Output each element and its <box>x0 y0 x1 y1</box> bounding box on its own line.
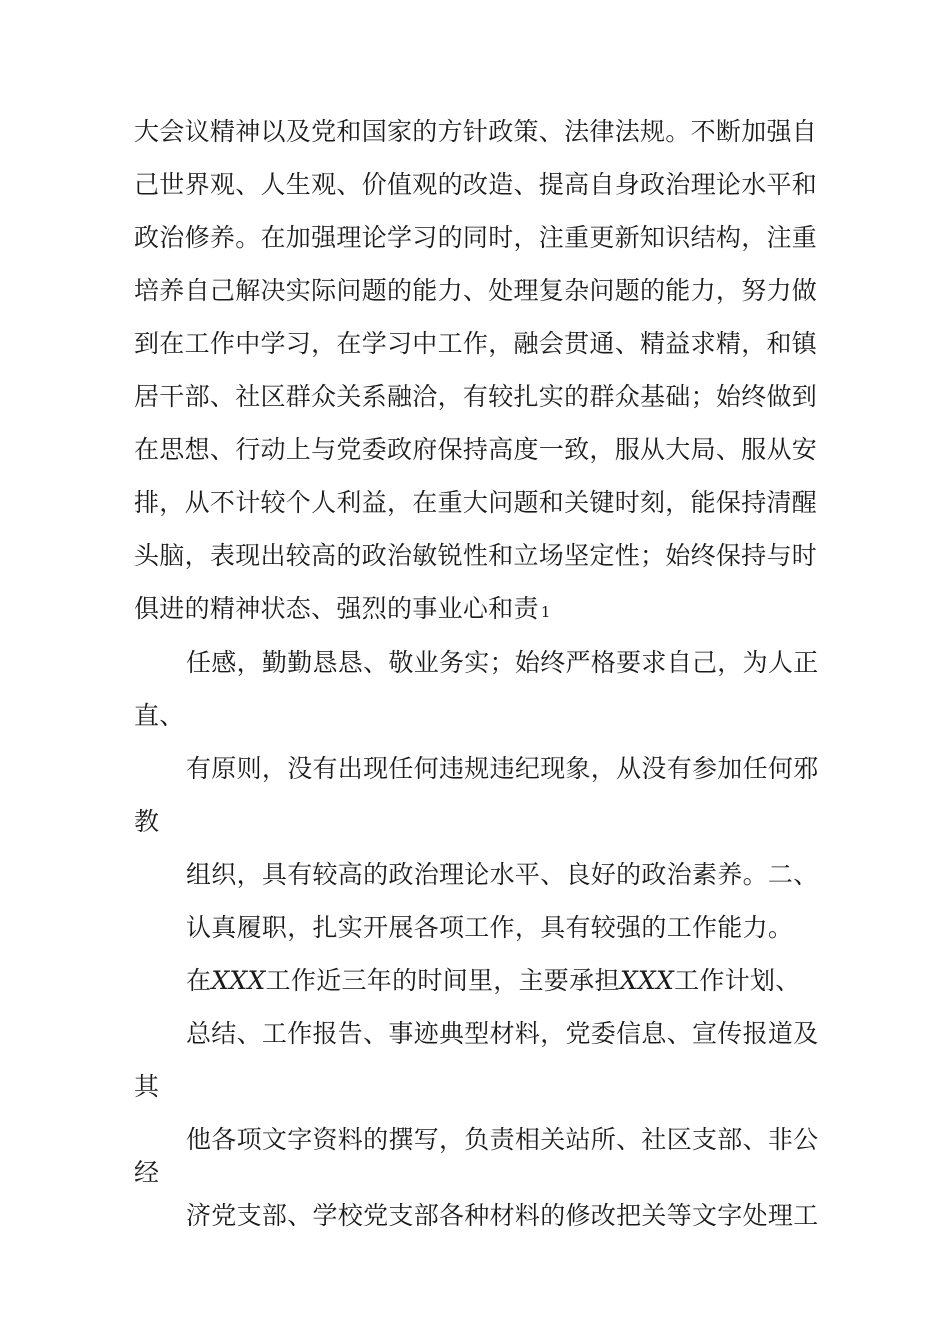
body-line-with-page-number <box>134 594 834 624</box>
paragraph-line: 济党支部、学校党支部各种材料的修改把关等文字处理工 <box>186 1201 819 1230</box>
body-line-text: 俱进的精神状态、强烈的事业心和责 <box>134 594 539 623</box>
paragraph-line: 直、 <box>134 701 185 730</box>
paragraph-text: 工作近三年的时间里，主要承担 <box>265 966 620 995</box>
body-line: 己世界观、人生观、价值观的改造、提高自身政治理论水平和 <box>134 170 818 199</box>
body-line: 居干部、社区群众关系融洽，有较扎实的群众基础；始终做到 <box>134 382 818 411</box>
body-line: 培养自己解决实际问题的能力、处理复杂问题的能力，努力做 <box>134 276 818 305</box>
body-line: 到在工作中学习，在学习中工作，融会贯通、精益求精，和镇 <box>134 329 818 358</box>
paragraph-line: 总结、工作报告、事迹典型材料，党委信息、宣传报道及 <box>186 1019 819 1048</box>
paragraph-line: 经 <box>134 1158 160 1187</box>
paragraph-line <box>186 966 886 996</box>
body-line: 头脑，表现出较高的政治敏锐性和立场坚定性；始终保持与时 <box>134 541 818 570</box>
paragraph-text: 工作计划、 <box>674 966 801 995</box>
paragraph-line: 教 <box>134 807 160 836</box>
paragraph-line: 任感，勤勤恳恳、敬业务实；始终严格要求自己，为人正 <box>186 648 819 677</box>
paragraph-line: 其 <box>134 1072 160 1101</box>
paragraph-text: 在 <box>186 966 212 995</box>
body-line: 在思想、行动上与党委政府保持高度一致，服从大局、服从安 <box>134 435 818 464</box>
paragraph-line: 认真履职，扎实开展各项工作，具有较强的工作能力。 <box>186 913 794 942</box>
paragraph-line: 他各项文字资料的撰写，负责相关站所、社区支部、非公 <box>186 1125 819 1154</box>
body-line: 排，从不计较个人利益，在重大问题和关键时刻，能保持清醒 <box>134 488 818 517</box>
placeholder-text: XXX <box>619 966 675 995</box>
paragraph-line: 有原则，没有出现任何违规违纪现象，从没有参加任何邪 <box>186 754 819 783</box>
page-number: 1 <box>540 603 551 621</box>
body-line: 政治修养。在加强理论学习的同时，注重更新知识结构，注重 <box>134 223 818 252</box>
paragraph-line: 组织，具有较高的政治理论水平、良好的政治素养。二、 <box>186 860 819 889</box>
placeholder-text: XXX <box>211 966 266 995</box>
body-line: 大会议精神以及党和国家的方针政策、法律法规。不断加强自 <box>134 117 818 146</box>
